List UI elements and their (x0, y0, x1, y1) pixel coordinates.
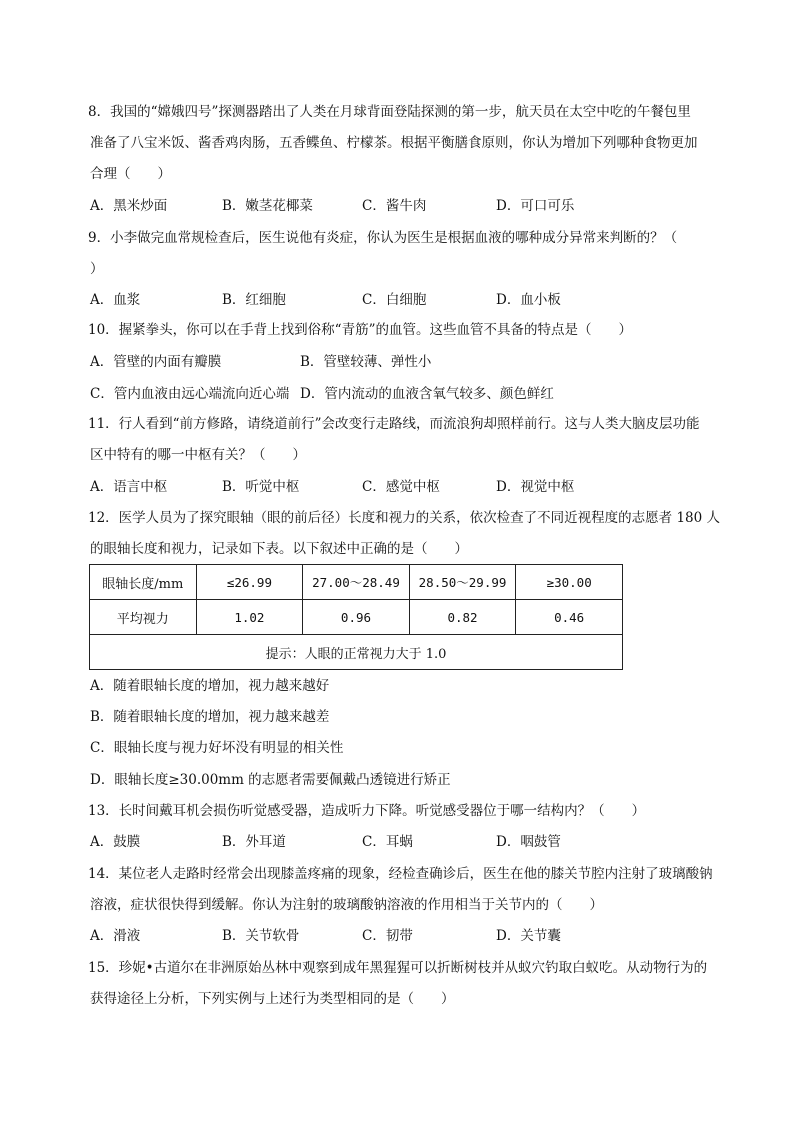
q15-line1: 15．珍妮•古道尔在非洲原始丛林中观察到成年黑猩猩可以折断树枝并从蚁穴钓取白蚁吃。从动物行为的 (88, 960, 708, 976)
table-cell: 平均视力 (90, 600, 197, 635)
q11-option-d: D．视觉中枢 (496, 479, 575, 495)
q8-line1: 8．我国的“嫦娥四号”探测器踏出了人类在月球背面登陆探测的第一步，航天员在太空中吃的午餐包里 (88, 104, 691, 120)
q10-option-c: C．管内血液由远心端流向近心端 (90, 386, 290, 402)
table-cell: 27.00～28.49 (303, 565, 410, 600)
q10-line1: 10．握紧拳头，你可以在手背上找到俗称“青筋”的血管。这些血管不具备的特点是（ ） (88, 322, 632, 338)
q10-option-d: D．管内流动的血液含氧气较多、颜色鲜红 (300, 386, 554, 402)
q9-line2: ） (90, 261, 104, 277)
q11-line1: 11．行人看到“前方修路，请绕道前行”会改变行走路线，而流浪狗却照样前行。这与人类大脑皮层功能 (88, 416, 700, 432)
table-cell: ≤26.99 (196, 565, 303, 600)
q12-option-d: D．眼轴长度≥30.00mm 的志愿者需要佩戴凸透镜进行矫正 (90, 772, 451, 788)
q15-line2: 获得途径上分析，下列实例与上述行为类型相同的是（ ） (90, 991, 455, 1007)
q8-line3: 合理（ ） (90, 166, 171, 182)
table-cell: 0.96 (303, 600, 410, 635)
q9-option-a: A．血浆 (90, 292, 141, 308)
q11-option-a: A．语言中枢 (90, 479, 168, 495)
q13-option-a: A．鼓膜 (90, 834, 141, 850)
q11-option-c: C．感觉中枢 (362, 479, 440, 495)
q11-line2: 区中特有的哪一中枢有关？（ ） (90, 447, 306, 463)
table-cell: 28.50～29.99 (409, 565, 516, 600)
q9-line1: 9．小李做完血常规检查后，医生说他有炎症，你认为医生是根据血液的哪种成分异常来判断的？（ (88, 230, 678, 246)
q13-option-c: C．耳蜗 (362, 834, 413, 850)
q8-option-a: A．黑米炒面 (90, 198, 168, 214)
q13-line1: 13．长时间戴耳机会损伤听觉感受器，造成听力下降。听觉感受器位于哪一结构内？（ ） (88, 803, 646, 819)
q9-option-d: D．血小板 (496, 292, 561, 308)
table-cell: 0.46 (516, 600, 623, 635)
q14-option-d: D．关节囊 (496, 928, 561, 944)
q14-line2: 溶液，症状很快得到缓解。你认为注射的玻璃酸钠溶液的作用相当于关节内的（ ） (90, 897, 603, 913)
q10-option-b: B．管壁较薄、弹性小 (300, 354, 432, 370)
q13-option-b: B．外耳道 (222, 834, 286, 850)
table-cell: 1.02 (196, 600, 303, 635)
table-cell: 眼轴长度/mm (90, 565, 197, 600)
q14-line1: 14．某位老人走路时经常会出现膝盖疼痛的现象，经检查确诊后，医生在他的膝关节腔内注射了玻璃酸钠 (88, 866, 713, 882)
table-row (90, 600, 623, 635)
table-cell: 0.82 (409, 600, 516, 635)
table-cell: ≥30.00 (516, 565, 623, 600)
table-header-row (90, 565, 623, 600)
q8-option-d: D．可口可乐 (496, 198, 575, 214)
q11-option-b: B．听觉中枢 (222, 479, 300, 495)
q9-option-b: B．红细胞 (222, 292, 286, 308)
q12-line1: 12．医学人员为了探究眼轴（眼的前后径）长度和视力的关系，依次检查了不同近视程度的志愿者 180 人 (88, 510, 721, 526)
q14-option-b: B．关节软骨 (222, 928, 300, 944)
q12-option-b: B．随着眼轴长度的增加，视力越来越差 (90, 709, 330, 725)
q14-option-a: A．滑液 (90, 928, 141, 944)
q8-option-c: C．酱牛肉 (362, 198, 427, 214)
q8-option-b: B．嫩茎花椰菜 (222, 198, 313, 214)
q12-option-c: C．眼轴长度与视力好坏没有明显的相关性 (90, 740, 344, 756)
table-note: 提示：人眼的正常视力大于 1.0 (90, 635, 623, 670)
q10-option-a: A．管壁的内面有瓣膜 (90, 354, 222, 370)
q12-option-a: A．随着眼轴长度的增加，视力越来越好 (90, 678, 330, 694)
q8-line2: 准备了八宝米饭、酱香鸡肉肠，五香鲽鱼、柠檬茶。根据平衡膳食原则，你认为增加下列哪种食物更加 (90, 135, 698, 151)
q14-option-c: C．韧带 (362, 928, 413, 944)
table-note-row (90, 635, 623, 670)
q9-option-c: C．白细胞 (362, 292, 427, 308)
q12-line2: 的眼轴长度和视力，记录如下表。以下叙述中正确的是（ ） (90, 541, 468, 557)
q13-option-d: D．咽鼓管 (496, 834, 561, 850)
eye-axis-table (89, 564, 623, 670)
